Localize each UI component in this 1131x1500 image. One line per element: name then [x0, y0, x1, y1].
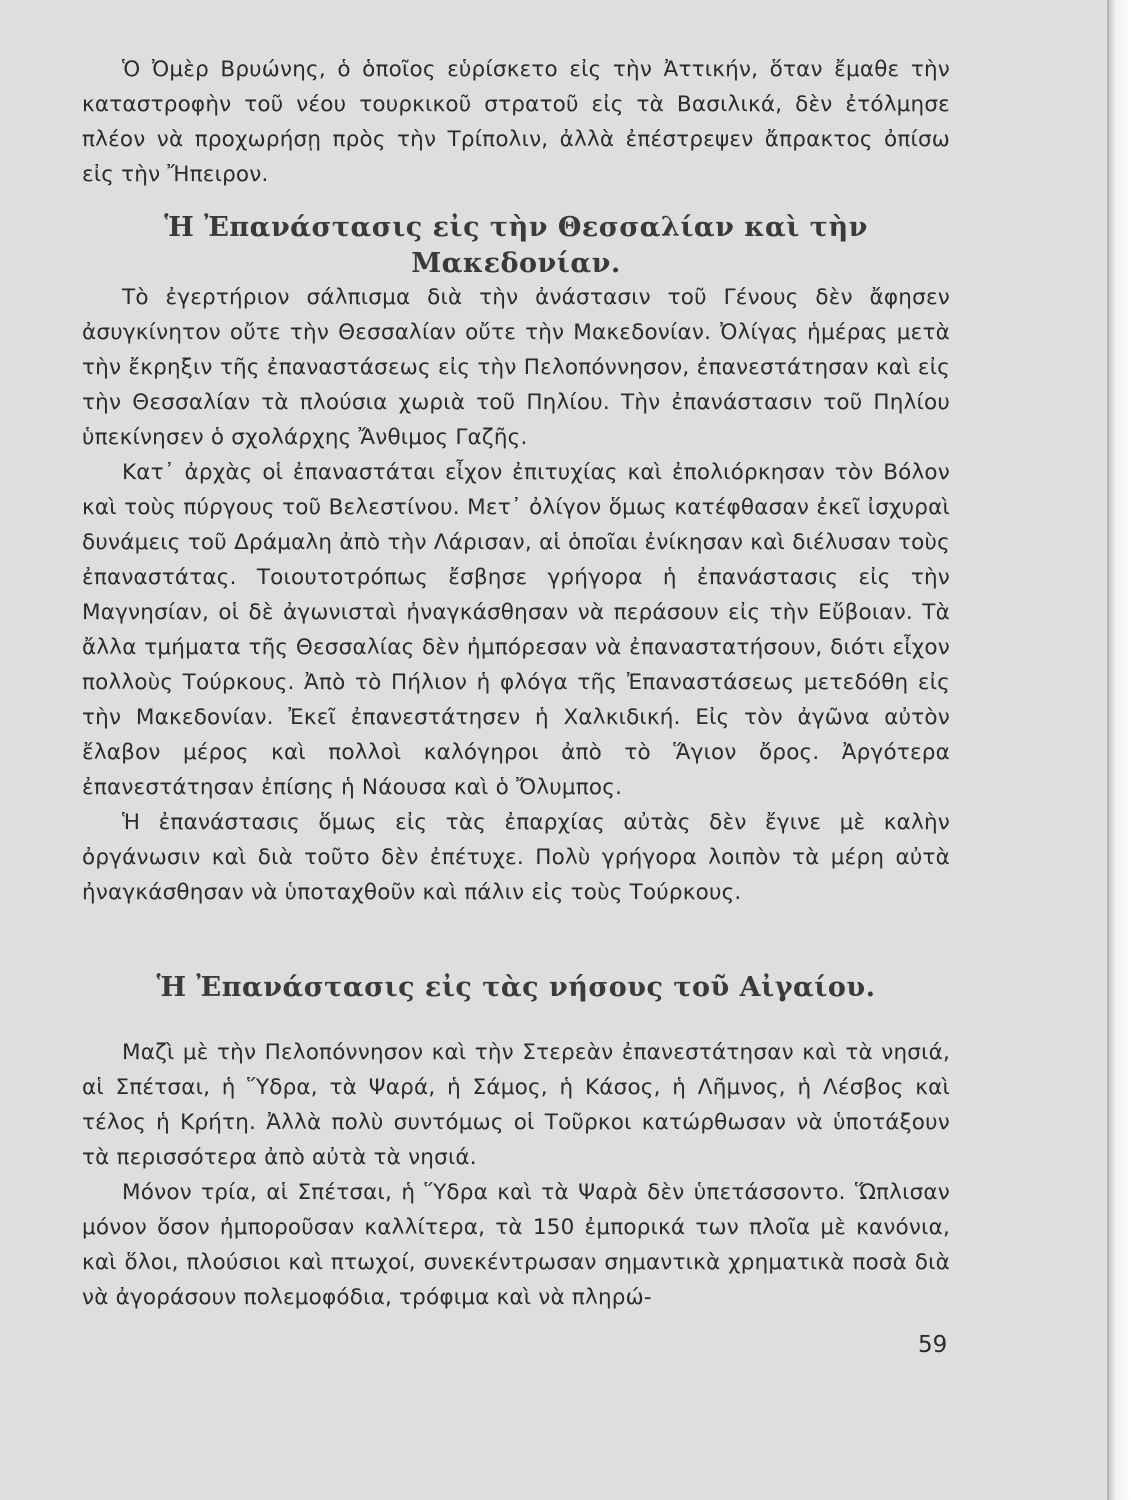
paragraph: Μόνον τρία, αἱ Σπέτσαι, ἡ Ὕδρα καὶ τὰ Ψαρὰ δὲν ὑπετάσσοντο. Ὥπλισαν μόνον ὅσον ἠμποροῦσαν καλλίτερα, τὰ 150 ἐμπορικά των πλοῖα μὲ κανόνια, καὶ ὅλοι, πλούσιοι καὶ πτωχοί, συνεκέντρωσαν σημαντικὰ χρηματικὰ ποσὰ διὰ νὰ ἀγοράσουν πολεμοφόδια, τρόφιμα καὶ νὰ πληρώ-: [82, 1180, 950, 1310]
paragraph: Τὸ ἐγερτήριον σάλπισμα διὰ τὴν ἀνάστασιν τοῦ Γένους δὲν ἄφησεν ἀσυγκίνητον οὔτε τὴν Θεσσαλίαν οὔτε τὴν Μακεδονίαν. Ὀλίγας ἡμέρας μετὰ τὴν ἔκρηξιν τῆς ἐπαναστάσεως εἰς τὴν Πελοπόννησον, ἐπανεστάτησαν καὶ εἰς τὴν Θεσσαλίαν τὰ πλούσια χωριὰ τοῦ Πηλίου. Τὴν ἐπανάστασιν τοῦ Πηλίου ὑπεκίνησεν ὁ σχολάρχης Ἄνθιμος Γαζῆς.: [82, 285, 950, 450]
page-number: 59: [918, 1332, 948, 1358]
section-1-text: [82, 280, 950, 910]
paragraph: Μαζὶ μὲ τὴν Πελοπόννησον καὶ τὴν Στερεὰν ἐπανεστάτησαν καὶ τὰ νησιά, αἱ Σπέτσαι, ἡ Ὕδρα, τὰ Ψαρά, ἡ Σάμος, ἡ Κάσος, ἡ Λῆμνος, ἡ Λέσβος καὶ τέλος ἡ Κρήτη. Ἀλλὰ πολὺ συντόμως οἱ Τοῦρκοι κατώρθωσαν νὰ ὑποτάξουν τὰ περισσότερα ἀπὸ αὐτὰ τὰ νησιά.: [82, 1040, 950, 1170]
paragraph: Κατ᾿ ἀρχὰς οἱ ἐπαναστάται εἶχον ἐπιτυχίας καὶ ἐπολιόρκησαν τὸν Βόλον καὶ τοὺς πύργους τοῦ Βελεστίνου. Μετ᾿ ὀλίγον ὅμως κατέφθασαν ἐκεῖ ἰσχυραὶ δυνάμεις τοῦ Δράμαλη ἀπὸ τὴν Λάρισαν, αἱ ὁποῖαι ἐνίκησαν καὶ διέλυσαν τοὺς ἐπαναστάτας. Τοιουτοτρόπως ἔσβησε γρήγορα ἡ ἐπανάστασις εἰς τὴν Μαγνησίαν, οἱ δὲ ἀγωνισταὶ ἠναγκάσθησαν νὰ περάσουν εἰς τὴν Εὔβοιαν. Τὰ ἄλλα τμήματα τῆς Θεσσαλίας δὲν ἠμπόρεσαν νὰ ἐπαναστατήσουν, διότι εἶχον πολλοὺς Τούρκους. Ἀπὸ τὸ Πήλιον ἡ φλόγα τῆς Ἐπαναστάσεως μετεδόθη εἰς τὴν Μακεδονίαν. Ἐκεῖ ἐπανεστάτησεν ἡ Χαλκιδική. Εἰς τὸν ἀγῶνα αὐτὸν ἔλαβον μέρος καὶ πολλοὶ καλόγηροι ἀπὸ τὸ Ἅγιον ὄρος. Ἀργότερα ἐπανεστάτησαν ἐπίσης ἡ Νάουσα καὶ ὁ Ὄλυμπος.: [82, 460, 950, 800]
section-heading-thessaly-macedonia: Ἡ Ἐπανάστασις εἰς τὴν Θεσσαλίαν καὶ τὴν Μακεδονίαν.: [164, 212, 868, 279]
paragraph: Ἡ ἐπανάστασις ὅμως εἰς τὰς ἐπαρχίας αὐτὰς δὲν ἔγινε μὲ καλὴν ὀργάνωσιν καὶ διὰ τοῦτο δὲν ἐπέτυχε. Πολὺ γρήγορα λοιπὸν τὰ μέρη αὐτὰ ἠναγκάσθησαν νὰ ὑποταχθοῦν καὶ πάλιν εἰς τοὺς Τούρκους.: [82, 810, 950, 905]
section-2-text: [82, 1035, 950, 1315]
intro-text: [82, 52, 950, 192]
section-heading-aegean-islands: Ἡ Ἐπανάστασις εἰς τὰς νήσους τοῦ Αἰγαίου.: [156, 972, 876, 1003]
paragraph: Ὁ Ὀμὲρ Βρυώνης, ὁ ὁποῖος εὑρίσκετο εἰς τὴν Ἀττικήν, ὅταν ἔμαθε τὴν καταστροφὴν τοῦ νέου τουρκικοῦ στρατοῦ εἰς τὰ Βασιλικά, δὲν ἐτόλμησε πλέον νὰ προχωρήσῃ πρὸς τὴν Τρίπολιν, ἀλλὰ ἐπέστρεψεν ἄπρακτος ὀπίσω εἰς τὴν Ἤπειρον.: [82, 57, 950, 187]
page-edge: [1107, 0, 1131, 1500]
